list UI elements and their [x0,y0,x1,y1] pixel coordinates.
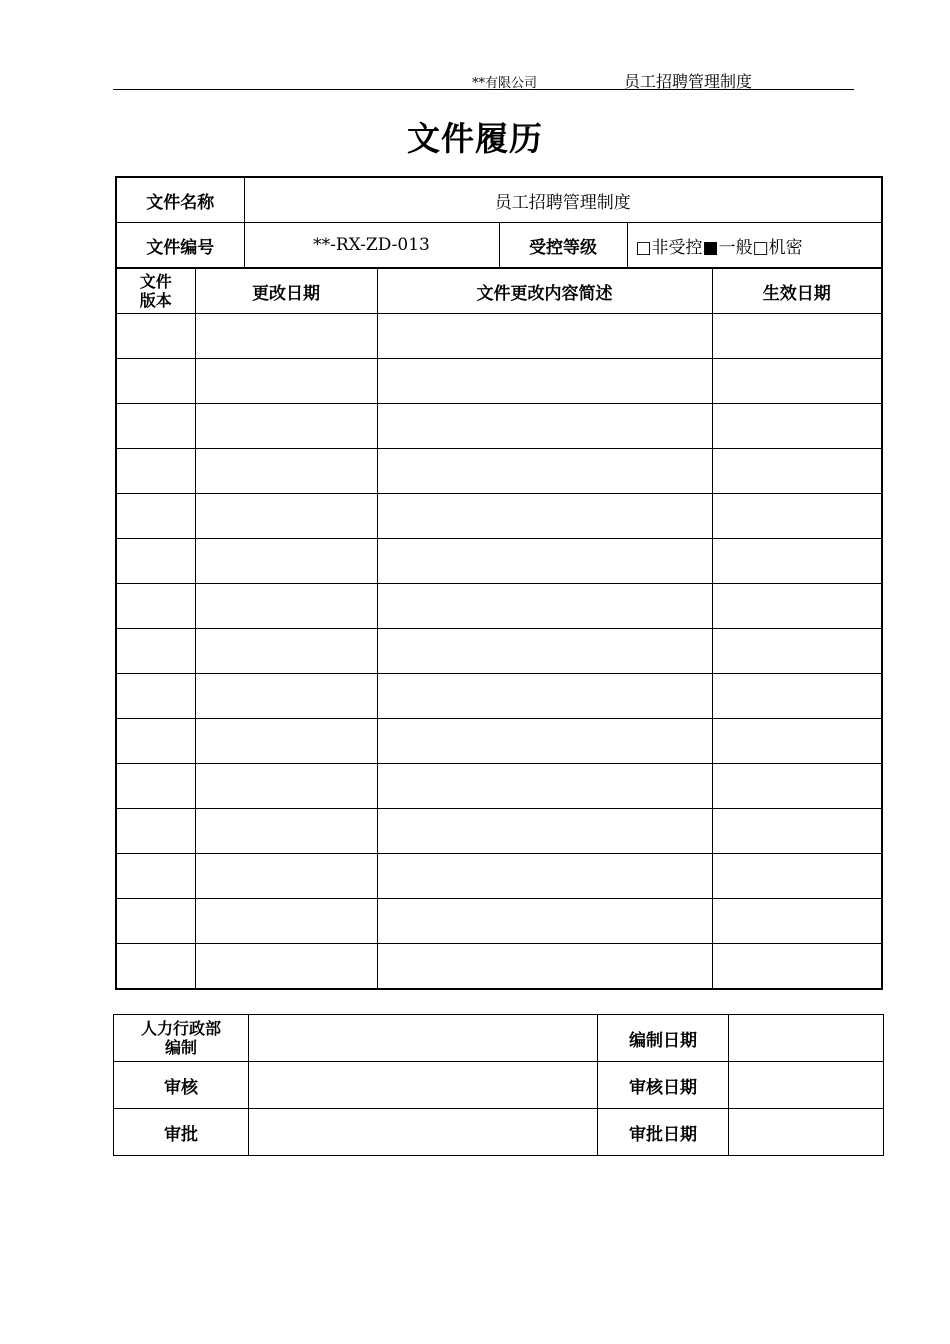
version-cell[interactable] [116,944,195,990]
approve-value[interactable] [249,1109,598,1156]
info-row-number [116,223,882,269]
effective-date-cell[interactable] [712,494,882,539]
prepared-by-value[interactable] [249,1015,598,1062]
table-row [116,314,882,359]
control-level-label: 受控等级 [499,223,627,269]
change-date-cell[interactable] [195,854,377,899]
table-row [116,719,882,764]
effective-date-cell[interactable] [712,584,882,629]
effective-date-cell[interactable] [712,674,882,719]
prepared-date-value[interactable] [729,1015,884,1062]
doc-name-label: 文件名称 [116,177,244,223]
change-date-cell[interactable] [195,314,377,359]
change-date-cell[interactable] [195,674,377,719]
description-cell[interactable] [377,854,712,899]
description-cell[interactable] [377,899,712,944]
description-cell[interactable] [377,359,712,404]
change-date-cell[interactable] [195,359,377,404]
change-date-cell[interactable] [195,494,377,539]
control-level-value: □非受控■一般□机密 [627,223,882,269]
version-cell[interactable] [116,629,195,674]
description-cell[interactable] [377,809,712,854]
version-cell[interactable] [116,899,195,944]
page-title: 文件履历 [407,119,543,158]
signoff-row-review [114,1062,884,1109]
col-change-date-header: 更改日期 [195,268,377,314]
version-cell[interactable] [116,809,195,854]
description-cell[interactable] [377,404,712,449]
review-date-value[interactable] [729,1062,884,1109]
col-version-line2: 版本 [139,291,172,310]
description-cell[interactable] [377,314,712,359]
table-row [116,674,882,719]
table-row [116,539,882,584]
review-date-label: 审核日期 [598,1062,729,1109]
approve-date-label: 审批日期 [598,1109,729,1156]
description-cell[interactable] [377,494,712,539]
description-cell[interactable] [377,629,712,674]
signoff-table [113,1014,884,1156]
col-description-header: 文件更改内容简述 [377,268,712,314]
prepared-by-line1: 人力行政部 [140,1019,221,1038]
effective-date-cell[interactable] [712,449,882,494]
version-cell[interactable] [116,449,195,494]
table-row [116,494,882,539]
description-cell[interactable] [377,584,712,629]
col-version-header [116,268,195,314]
version-cell[interactable] [116,494,195,539]
description-cell[interactable] [377,449,712,494]
description-cell[interactable] [377,674,712,719]
table-row [116,944,882,990]
approve-date-value[interactable] [729,1109,884,1156]
effective-date-cell[interactable] [712,314,882,359]
doc-number-label: 文件编号 [116,223,244,269]
description-cell[interactable] [377,719,712,764]
change-date-cell[interactable] [195,539,377,584]
change-date-cell[interactable] [195,899,377,944]
header-rule [113,89,854,90]
description-cell[interactable] [377,944,712,990]
revision-history-table [115,267,883,990]
change-date-cell[interactable] [195,764,377,809]
doc-name-value: 员工招聘管理制度 [244,177,882,223]
prepared-by-line2: 编制 [164,1038,197,1057]
effective-date-cell[interactable] [712,854,882,899]
effective-date-cell[interactable] [712,809,882,854]
table-row [116,854,882,899]
description-cell[interactable] [377,539,712,584]
header-company: **有限公司 [472,76,538,91]
effective-date-cell[interactable] [712,629,882,674]
table-row [116,359,882,404]
table-row [116,899,882,944]
table-row [116,809,882,854]
effective-date-cell[interactable] [712,404,882,449]
doc-number-value: **-RX-ZD-013 [244,223,499,269]
effective-date-cell[interactable] [712,539,882,584]
history-header-row [116,268,882,314]
approve-label: 审批 [114,1109,249,1156]
table-row [116,449,882,494]
signoff-row-prepared [114,1015,884,1062]
effective-date-cell[interactable] [712,944,882,990]
version-cell[interactable] [116,764,195,809]
table-row [116,629,882,674]
change-date-cell[interactable] [195,719,377,764]
change-date-cell[interactable] [195,449,377,494]
prepared-date-label: 编制日期 [598,1015,729,1062]
version-cell[interactable] [116,674,195,719]
version-cell[interactable] [116,719,195,764]
effective-date-cell[interactable] [712,764,882,809]
col-version-line1: 文件 [139,272,172,291]
version-cell[interactable] [116,314,195,359]
version-cell[interactable] [116,359,195,404]
change-date-cell[interactable] [195,809,377,854]
change-date-cell[interactable] [195,944,377,990]
effective-date-cell[interactable] [712,899,882,944]
table-row [116,404,882,449]
table-row [116,764,882,809]
description-cell[interactable] [377,764,712,809]
table-row [116,584,882,629]
review-value[interactable] [249,1062,598,1109]
change-date-cell[interactable] [195,404,377,449]
version-cell[interactable] [116,404,195,449]
document-info-table [115,176,883,269]
col-effective-date-header: 生效日期 [712,268,882,314]
signoff-row-approve [114,1109,884,1156]
info-row-name [116,177,882,223]
version-cell[interactable] [116,584,195,629]
change-date-cell[interactable] [195,629,377,674]
change-date-cell[interactable] [195,584,377,629]
version-cell[interactable] [116,854,195,899]
header-document-name: 员工招聘管理制度 [624,72,753,91]
effective-date-cell[interactable] [712,359,882,404]
review-label: 审核 [114,1062,249,1109]
version-cell[interactable] [116,539,195,584]
effective-date-cell[interactable] [712,719,882,764]
prepared-by-label [114,1015,249,1062]
